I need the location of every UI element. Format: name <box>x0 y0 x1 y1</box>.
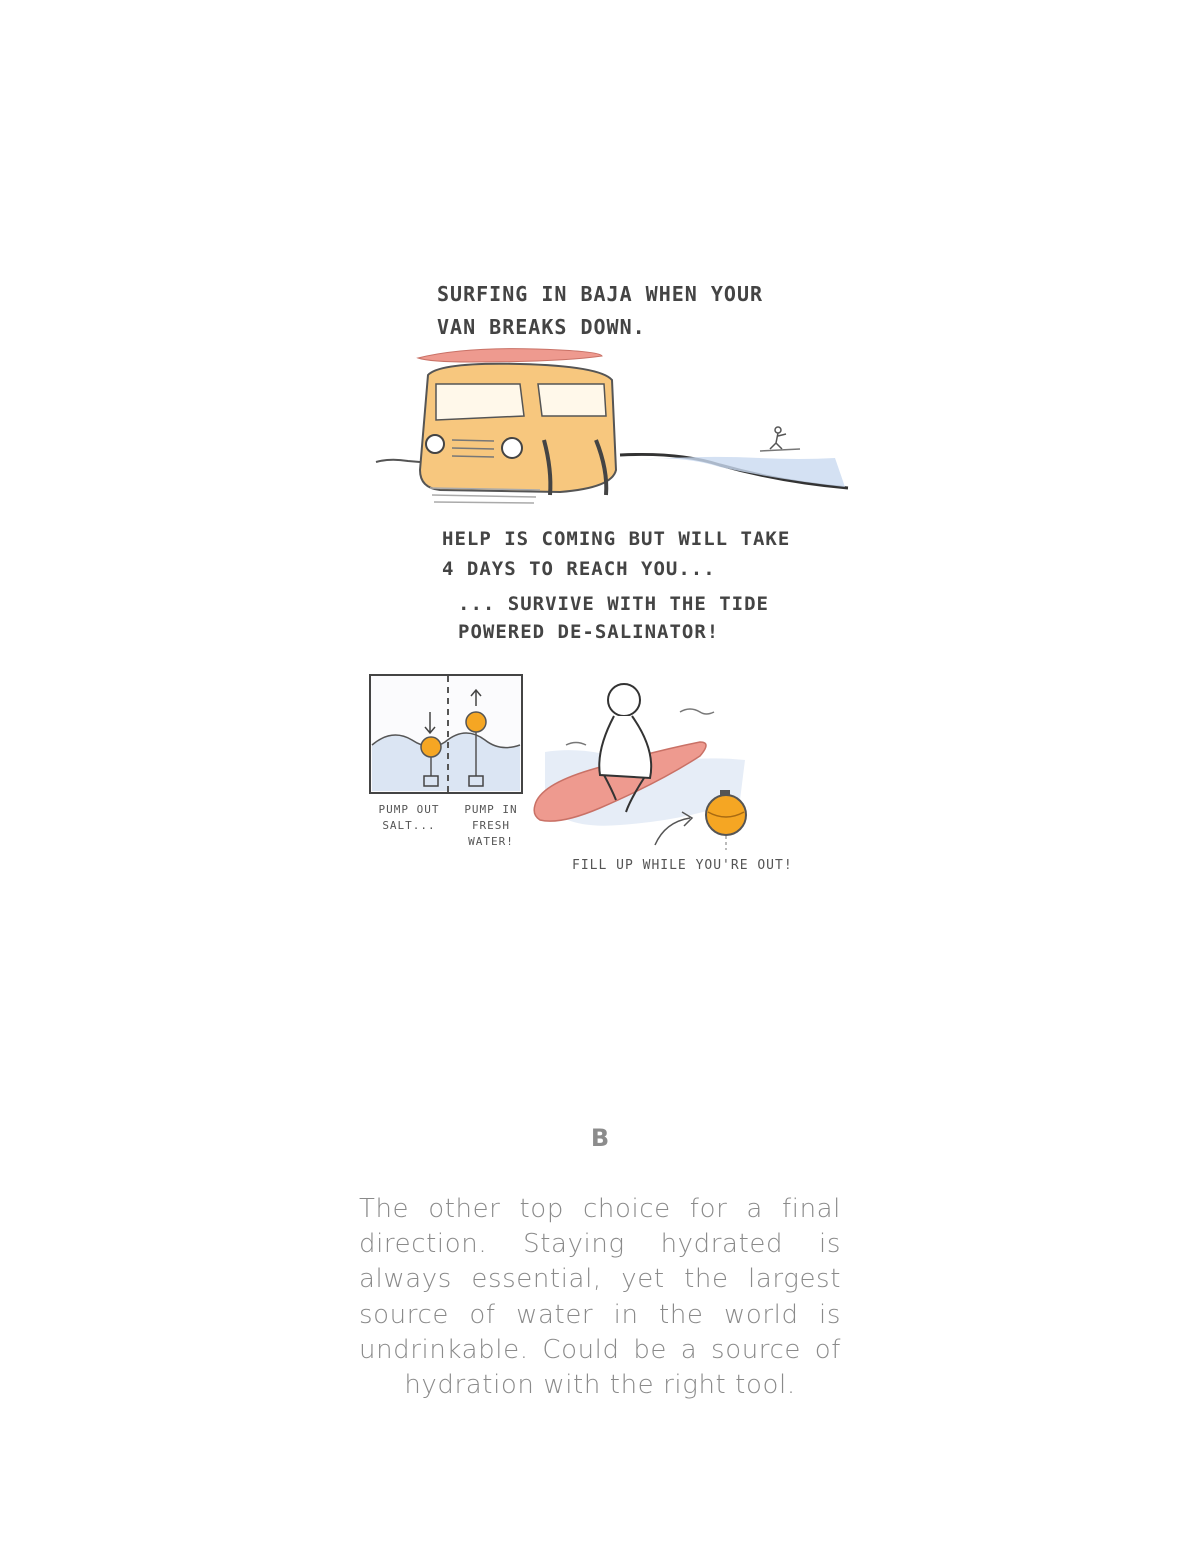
caption-survive: ... SURVIVE WITH THE TIDE POWERED DE-SALINATOR! <box>458 593 769 643</box>
label-pump-in: PUMP IN FRESH WATER! <box>464 803 518 848</box>
section-description: The other top choice for a final direction. Staying hydrated is always essential, yet the largest source of water in the world is undrinkable. Could be a source of hydration with the right tool. <box>359 1194 841 1401</box>
distant-surfer-icon <box>760 427 800 451</box>
label-pump-out: PUMP OUT SALT... <box>378 803 440 832</box>
label-fill-up: FILL UP WHILE YOU'RE OUT! <box>572 858 793 873</box>
van-icon <box>420 364 616 503</box>
roof-surfboard <box>418 349 602 362</box>
pump-diagram <box>370 675 522 793</box>
section-letter: B <box>590 1124 610 1152</box>
caption-van-breaks-down: SURFING IN BAJA WHEN YOUR VAN BREAKS DOWN. <box>437 282 764 339</box>
ground-line <box>376 460 420 462</box>
caption-help-coming: HELP IS COMING BUT WILL TAKE 4 DAYS TO REACH YOU... <box>442 528 791 580</box>
